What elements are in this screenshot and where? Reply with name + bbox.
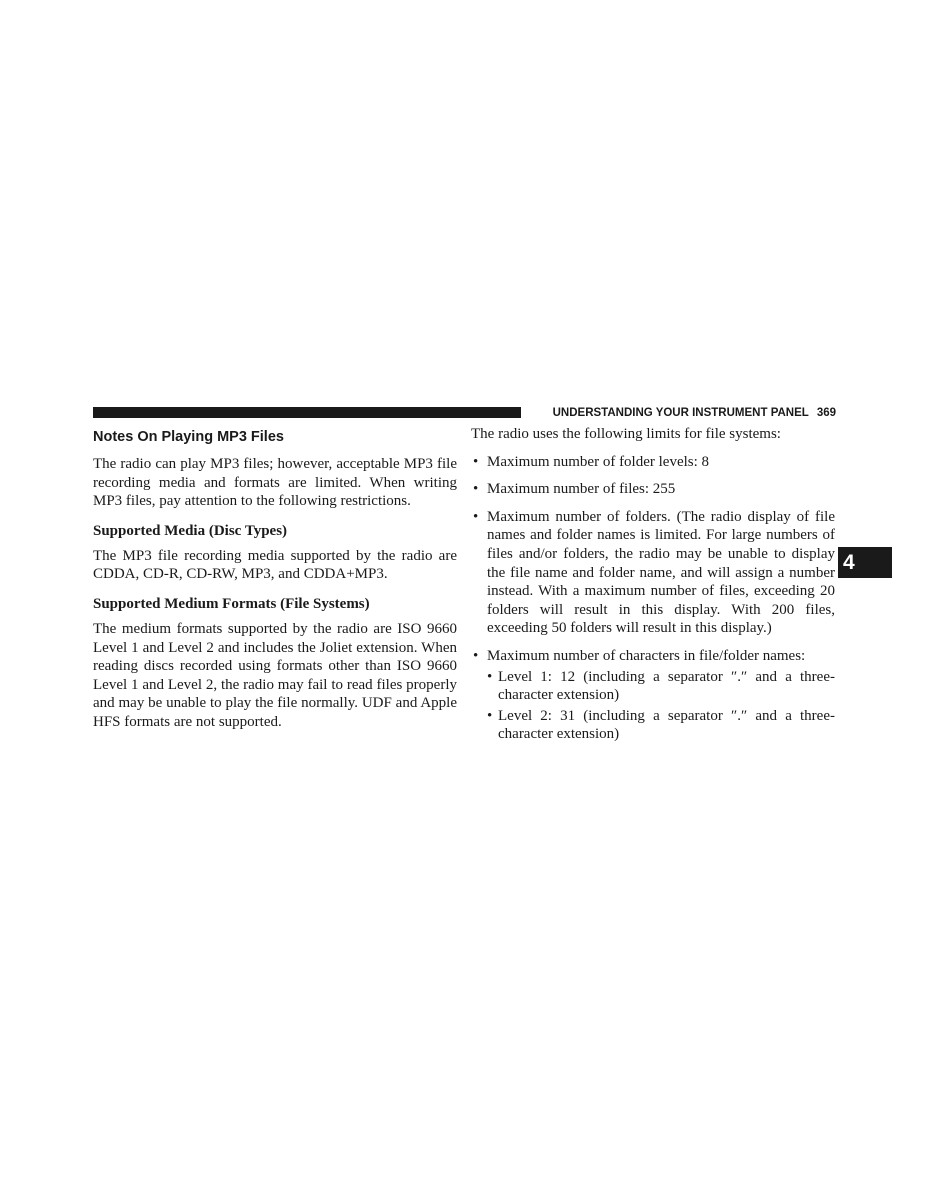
section-heading: Notes On Playing MP3 Files xyxy=(93,429,284,445)
intro-paragraph: The radio can play MP3 files; however, acceptable MP3 file recording media and formats are limited. When writing MP3 files, pay attention to the following restrictions. xyxy=(93,456,457,510)
media-paragraph: The MP3 file recording media supported by the radio are CDDA, CD-R, CD-RW, MP3, and CDDA+MP3. xyxy=(93,547,457,583)
list-item xyxy=(471,647,835,744)
page-number: 369 xyxy=(816,407,836,419)
section-title: UNDERSTANDING YOUR INSTRUMENT PANEL xyxy=(552,407,809,419)
media-heading: Supported Media (Disc Types) xyxy=(93,522,288,539)
right-column xyxy=(471,425,835,753)
list-item-text: Maximum number of characters in file/folder names: xyxy=(487,647,806,664)
limits-list xyxy=(471,453,835,744)
limits-intro: The radio uses the following limits for file systems: xyxy=(471,426,781,442)
sub-list-item: • Level 2: 31 (including a separator ″.″ and a three-character extension) xyxy=(487,707,835,744)
header-rule xyxy=(93,407,521,418)
running-header xyxy=(531,405,836,421)
formats-paragraph: The medium formats supported by the radio are ISO 9660 Level 1 and Level 2 and includes the Joliet extension. When reading discs recorded using formats other than ISO 9660 Level 1 and Level 2, the radio may fail to read files properly and may be unable to play the file normally. UDF and Apple HFS formats are not supported. xyxy=(93,620,457,730)
formats-heading: Supported Medium Formats (File Systems) xyxy=(93,595,370,612)
chapter-tab: 4 xyxy=(838,547,892,578)
sub-list-item: • Level 1: 12 (including a separator ″.″ and a three-character extension) xyxy=(487,668,835,705)
sub-list xyxy=(487,668,835,744)
list-item: • Maximum number of folders. (The radio display of file names and folder names is limited. For large numbers of files and/or folders, the radio may be unable to display the file name and folder name, and will assign a number instead. With a maximum number of files, exceeding 20 folders will result in this display. With 200 files, exceeding 50 folders will result in this display.) xyxy=(471,508,835,638)
list-item: • Maximum number of files: 255 xyxy=(471,480,835,499)
list-item: • Maximum number of folder levels: 8 xyxy=(471,453,835,472)
left-column xyxy=(93,425,457,740)
